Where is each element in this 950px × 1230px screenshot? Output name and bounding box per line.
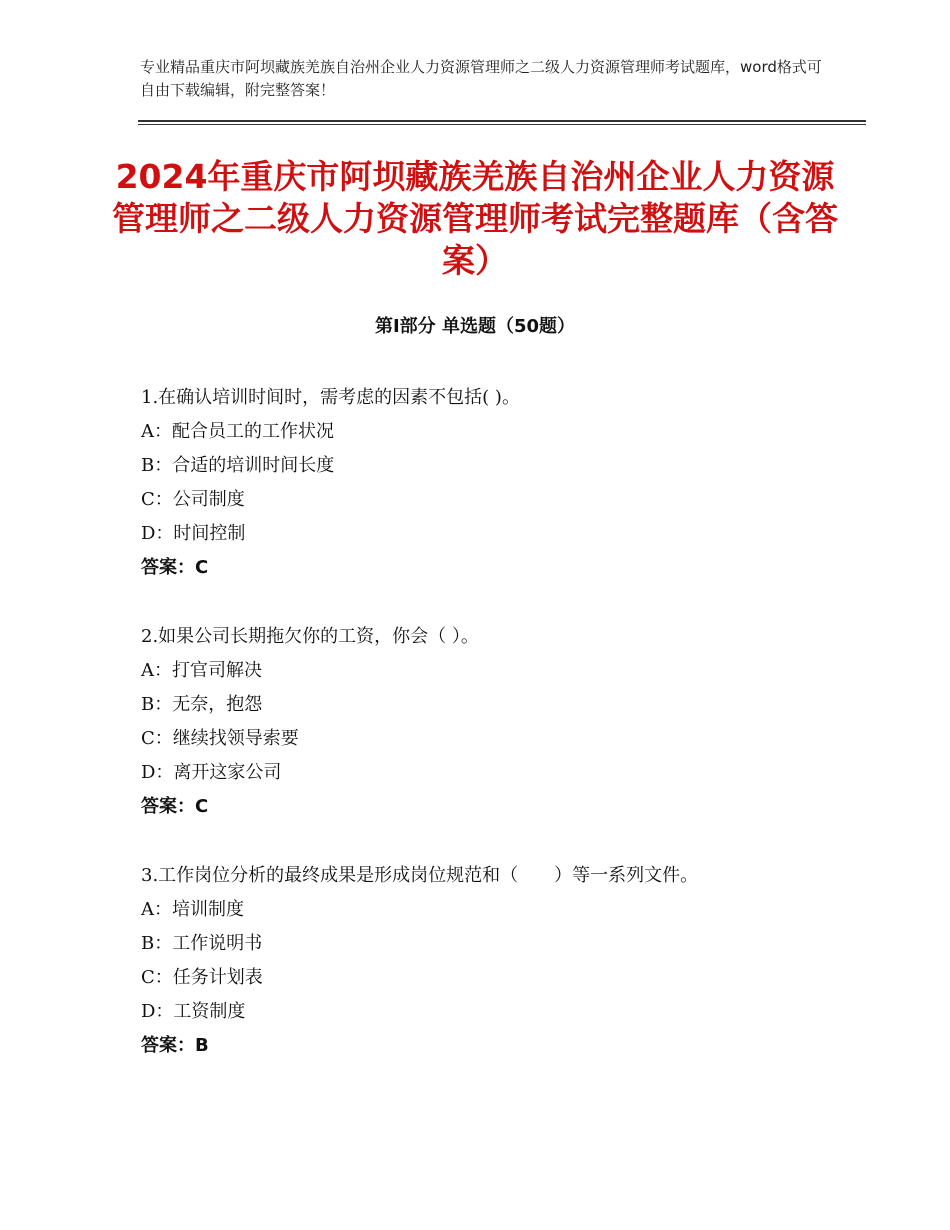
question-stem: 3.工作岗位分析的最终成果是形成岗位规范和（ ）等一系列文件。 [141, 865, 699, 886]
option-a: A：培训制度 [141, 899, 244, 920]
question-answer: 答案：B [141, 1035, 209, 1056]
question-2 [141, 620, 791, 824]
question-3 [141, 859, 791, 1063]
question-list [141, 381, 791, 1098]
option-d: D：离开这家公司 [141, 762, 282, 783]
option-a: A：打官司解决 [141, 660, 262, 681]
option-b: B：无奈，抱怨 [141, 694, 263, 715]
option-c: C：继续找领导索要 [141, 728, 299, 749]
option-c: C：任务计划表 [141, 967, 263, 988]
question-answer: 答案：C [141, 557, 209, 578]
document-title: 2024年重庆市阿坝藏族羌族自治州企业人力资源管理师之二级人力资源管理师考试完整题库（含答案） [112, 157, 838, 280]
section-heading: 第Ⅰ部分 单选题（50题） [374, 316, 575, 337]
option-b: B：合适的培训时间长度 [141, 455, 335, 476]
header-divider [138, 120, 866, 126]
option-a: A：配合员工的工作状况 [141, 421, 334, 442]
question-stem: 2.如果公司长期拖欠你的工资，你会（ ）。 [141, 626, 479, 647]
question-answer: 答案：C [141, 796, 209, 817]
option-d: D：时间控制 [141, 523, 246, 544]
option-c: C：公司制度 [141, 489, 245, 510]
header-note: 专业精品重庆市阿坝藏族羌族自治州企业人力资源管理师之二级人力资源管理师考试题库，word格式可自由下载编辑，附完整答案！ [140, 58, 822, 99]
question-1 [141, 381, 791, 585]
option-b: B：工作说明书 [141, 933, 263, 954]
question-stem: 1.在确认培训时间时，需考虑的因素不包括( )。 [141, 387, 520, 408]
option-d: D：工资制度 [141, 1001, 246, 1022]
